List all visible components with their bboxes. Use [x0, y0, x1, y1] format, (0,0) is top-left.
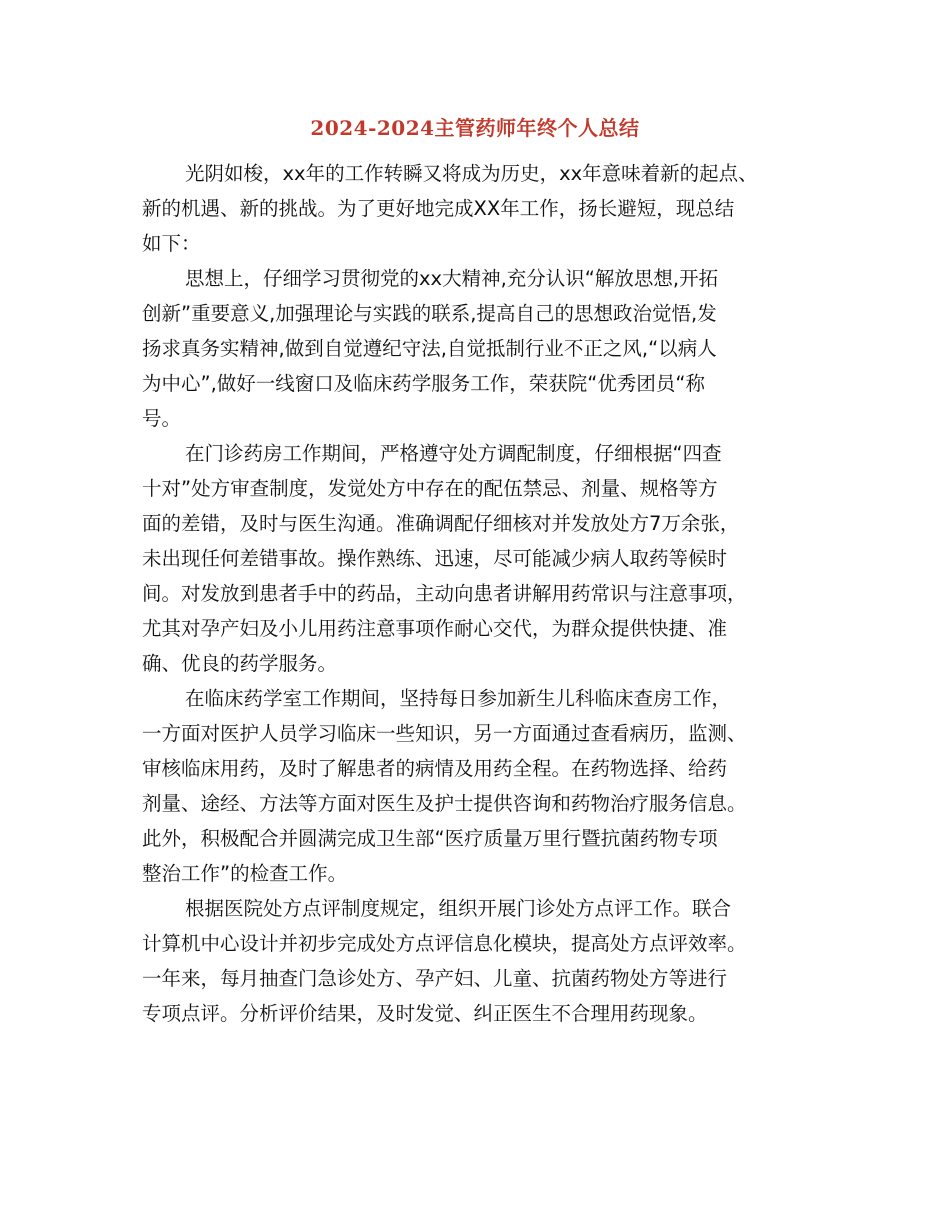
paragraph-line: 确、优良的药学服务。: [142, 652, 338, 675]
page-title: 2024-2024主管药师年终个人总结: [310, 116, 640, 140]
paragraph-line: 为中心”,做好一线窗口及临床药学服务工作，荣获院“优秀团员“称: [142, 372, 706, 395]
paragraph-line: 此外，积极配合并圆满完成卫生部“医疗质量万里行暨抗菌药物专项: [142, 827, 718, 850]
paragraph-line: 计算机中心设计并初步完成处方点评信息化模块，提高处方点评效率。: [142, 932, 747, 955]
paragraph-1: [142, 156, 827, 261]
paragraph-2: [142, 261, 827, 436]
paragraph-line: 审核临床用药，及时了解患者的病情及用药全程。在药物选择、给药: [142, 757, 728, 780]
paragraph-line: 专项点评。分析评价结果，及时发觉、纠正医生不合理用药现象。: [142, 1002, 708, 1025]
paragraph-line: 一方面对医护人员学习临床一些知识，另一方面通过查看病历，监测、: [142, 722, 747, 745]
paragraph-line: 创新”重要意义,加强理论与实践的联系,提高自己的思想政治觉悟,发: [142, 302, 717, 325]
paragraph-line: 扬求真务实精神,做到自觉遵纪守法,自觉抵制行业不正之风,“以病人: [142, 337, 717, 360]
paragraph-line: 一年来，每月抽查门急诊处方、孕产妇、儿童、抗菌药物处方等进行: [142, 967, 728, 990]
paragraph-line: 剂量、途经、方法等方面对医生及护士提供咨询和药物治疗服务信息。: [142, 792, 747, 815]
paragraph-line: 整治工作”的检查工作。: [142, 862, 348, 885]
paragraph-line: 根据医院处方点评制度规定，组织开展门诊处方点评工作。联合: [185, 897, 732, 920]
document-body: [142, 156, 827, 1031]
paragraph-line: 未出现任何差错事故。操作熟练、迅速，尽可能减少病人取药等候时: [142, 547, 728, 570]
paragraph-line: 光阴如梭，xx年的工作转瞬又将成为历史，xx年意味着新的起点、: [185, 162, 758, 185]
paragraph-4: [142, 681, 827, 891]
paragraph-line: 思想上，仔细学习贯彻党的xx大精神,充分认识“解放思想,开拓: [185, 267, 719, 290]
paragraph-line: 在门诊药房工作期间，严格遵守处方调配制度，仔细根据“四查: [185, 442, 722, 465]
paragraph-line: 十对”处方审查制度，发觉处方中存在的配伍禁忌、剂量、规格等方: [142, 477, 718, 500]
paragraph-line: 间。对发放到患者手中的药品，主动向患者讲解用药常识与注意事项，: [142, 582, 747, 605]
paragraph-line: 面的差错，及时与医生沟通。准确调配仔细核对并发放处方7万余张，: [142, 512, 740, 535]
paragraph-line: 如下：: [142, 232, 201, 255]
paragraph-line: 尤其对孕产妇及小儿用药注意事项作耐心交代，为群众提供快捷、准: [142, 617, 728, 640]
paragraph-5: [142, 891, 827, 1031]
paragraph-line: 在临床药学室工作期间，坚持每日参加新生儿科临床查房工作，: [185, 687, 732, 710]
paragraph-line: 号。: [142, 407, 182, 430]
paragraph-3: [142, 436, 827, 681]
paragraph-line: 新的机遇、新的挑战。为了更好地完成XX年工作，扬长避短，现总结: [142, 197, 735, 220]
